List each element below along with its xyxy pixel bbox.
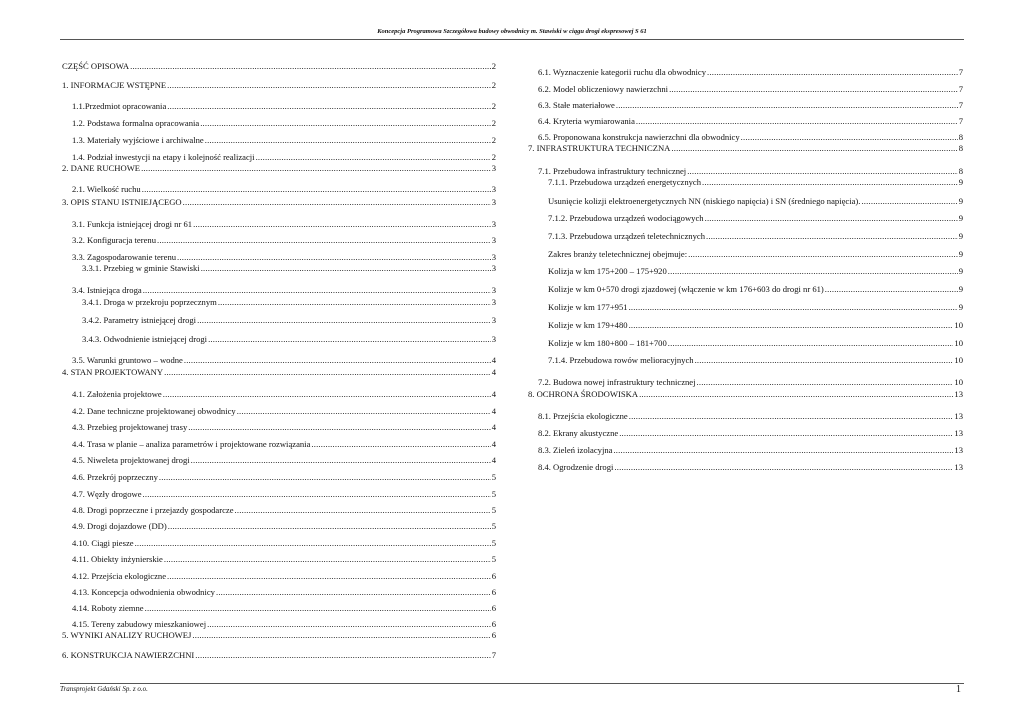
toc-dot-leader: [164, 554, 491, 565]
toc-entry-title: 3.5. Warunki gruntowo – wodne: [72, 355, 183, 365]
toc-entry[interactable]: [72, 235, 496, 246]
toc-dot-leader: [177, 252, 491, 263]
toc-entry-page: 10: [954, 338, 963, 348]
toc-entry[interactable]: [72, 455, 496, 466]
toc-dot-leader: [616, 100, 958, 111]
toc-entry-page: 9: [958, 266, 963, 276]
toc-dot-leader: [191, 455, 491, 466]
toc-entry-title: Kolizje w km 177+951: [548, 302, 628, 312]
toc-dot-leader: [669, 84, 958, 95]
toc-entry-page: 5: [491, 538, 496, 548]
toc-dot-leader: [639, 389, 953, 400]
toc-entry-title: 3.3.1. Przebieg w gminie Stawiski: [82, 263, 200, 273]
toc-entry-title: 3.4.3. Odwodnienie istniejącej drogi: [82, 334, 208, 344]
toc-entry-page: 9: [958, 196, 963, 206]
toc-entry[interactable]: [72, 538, 496, 549]
toc-entry-title: 1.3. Materiały wyjściowe i archiwalne: [72, 135, 204, 145]
toc-entry-page: 10: [954, 320, 963, 330]
toc-entry-page: 2: [491, 135, 496, 145]
toc-entry[interactable]: [72, 101, 496, 112]
toc-entry[interactable]: [72, 521, 496, 532]
toc-entry-page: 5: [491, 472, 496, 482]
toc-entry[interactable]: [72, 389, 496, 400]
toc-entry[interactable]: [548, 213, 963, 224]
toc-entry-page: 8: [958, 166, 963, 176]
toc-entry-title: 2. DANE RUCHOWE: [62, 163, 141, 173]
toc-entry-page: 3: [491, 252, 496, 262]
toc-dot-leader: [702, 177, 958, 188]
toc-entry-page: 3: [491, 297, 496, 307]
toc-entry[interactable]: [72, 219, 496, 230]
toc-entry[interactable]: [72, 472, 496, 483]
toc-entry[interactable]: [538, 411, 963, 422]
toc-entry-page: 4: [491, 422, 496, 432]
toc-entry-page: 9: [958, 249, 963, 259]
toc-entry[interactable]: [82, 334, 496, 345]
toc-entry-title: 6. KONSTRUKCJA NAWIERZCHNI: [62, 650, 195, 660]
toc-dot-leader: [207, 619, 491, 630]
toc-entry[interactable]: [72, 587, 496, 598]
toc-dot-leader: [697, 377, 954, 388]
toc-entry-title: Usunięcie kolizji elektroenergetycznych NN (niskiego napięcia) i SN (średniego napięcia).: [548, 196, 861, 206]
toc-dot-leader: [668, 338, 954, 349]
toc-dot-leader: [141, 163, 491, 174]
toc-entry-page: 7: [958, 100, 963, 110]
toc-entry-page: 6: [491, 619, 496, 629]
toc-entry[interactable]: [72, 252, 496, 263]
toc-entry-page: 9: [958, 302, 963, 312]
toc-entry-title: 3.4. Istniejąca droga: [72, 285, 142, 295]
toc-entry-page: 13: [954, 428, 963, 438]
toc-entry-title: 4.1. Założenia projektowe: [72, 389, 162, 399]
toc-entry-page: 3: [491, 285, 496, 295]
footer-company: Transprojekt Gdański Sp. z o.o.: [60, 685, 148, 693]
toc-entry-title: 4.12. Przejścia ekologiczne: [72, 571, 167, 581]
toc-entry-page: 9: [958, 177, 963, 187]
toc-entry[interactable]: [548, 231, 963, 242]
toc-entry-title: 8.4. Ogrodzenie drogi: [538, 462, 614, 472]
toc-entry-title: 8. OCHRONA ŚRODOWISKA: [528, 389, 639, 399]
toc-entry[interactable]: [538, 67, 963, 78]
toc-dot-leader: [613, 445, 953, 456]
toc-dot-leader: [193, 219, 491, 230]
toc-entry[interactable]: [72, 406, 496, 417]
toc-dot-leader: [636, 116, 958, 127]
toc-entry-page: 2: [491, 80, 496, 90]
toc-entry[interactable]: [538, 132, 963, 143]
document-header: Koncepcja Programowa Szczegółowa budowy obwodnicy m. Stawiski w ciągu drogi ekspresowej S 61: [377, 28, 647, 35]
toc-entry-page: 4: [491, 367, 496, 377]
toc-entry-page: 4: [491, 355, 496, 365]
toc-entry-page: 4: [491, 439, 496, 449]
toc-entry-title: 4.8. Drogi poprzeczne i przejazdy gospodarcze: [72, 505, 234, 515]
page-number: 1: [956, 684, 961, 695]
toc-dot-leader: [218, 297, 491, 308]
toc-entry-page: 5: [491, 521, 496, 531]
toc-entry-title: 1. INFORMACJE WSTĘPNE: [62, 80, 167, 90]
toc-entry-title: 7.1.3. Przebudowa urządzeń teletechnicznych: [548, 231, 706, 241]
toc-entry[interactable]: [62, 197, 496, 208]
toc-entry-page: 6: [491, 603, 496, 613]
toc-entry-title: 4.4. Trasa w planie – analiza parametrów i projektowane rozwiązania: [72, 439, 311, 449]
toc-dot-leader: [688, 249, 958, 260]
toc-entry-title: 4.5. Niweleta projektowanej drogi: [72, 455, 190, 465]
footer-rule: [60, 683, 964, 684]
toc-entry[interactable]: [548, 284, 963, 295]
toc-entry-title: 4.6. Przekrój poprzeczny: [72, 472, 158, 482]
toc-entry-title: 4.15. Tereny zabudowy mieszkaniowej: [72, 619, 207, 629]
toc-dot-leader: [167, 80, 491, 91]
toc-entry[interactable]: [62, 61, 496, 72]
toc-entry-page: 8: [958, 132, 963, 142]
toc-entry-title: 8.1. Przejścia ekologiczne: [538, 411, 628, 421]
toc-dot-leader: [167, 571, 491, 582]
toc-entry-page: 7: [958, 116, 963, 126]
toc-entry-title: 4.11. Obiekty inżynierskie: [72, 554, 163, 564]
toc-dot-leader: [163, 389, 491, 400]
toc-entry[interactable]: [548, 338, 963, 349]
toc-dot-leader: [861, 196, 957, 207]
toc-entry[interactable]: [62, 630, 496, 641]
toc-entry-title: 8.2. Ekrany akustyczne: [538, 428, 619, 438]
toc-entry-title: 4.13. Koncepcja odwodnienia obwodnicy: [72, 587, 215, 597]
toc-entry[interactable]: [548, 249, 963, 260]
toc-entry[interactable]: [62, 367, 496, 378]
toc-entry-page: 3: [491, 197, 496, 207]
toc-dot-leader: [629, 411, 954, 422]
toc-entry[interactable]: [538, 445, 963, 456]
toc-dot-leader: [256, 152, 491, 163]
toc-entry[interactable]: [62, 163, 496, 174]
toc-dot-leader: [614, 462, 953, 473]
toc-entry-page: 5: [491, 505, 496, 515]
toc-entry-title: Kolizje w km 0+570 drogi zjazdowej (włączenie w km 176+603 do drogi nr 61): [548, 284, 824, 294]
toc-entry[interactable]: [72, 571, 496, 582]
toc-entry-title: 6.2. Model obliczeniowy nawierzchni: [538, 84, 669, 94]
toc-entry-page: 3: [491, 184, 496, 194]
toc-dot-leader: [237, 406, 491, 417]
toc-entry[interactable]: [82, 315, 496, 326]
toc-dot-leader: [143, 489, 491, 500]
toc-dot-leader: [629, 302, 958, 313]
toc-dot-leader: [192, 630, 490, 641]
toc-dot-leader: [197, 315, 491, 326]
toc-entry-title: 4.2. Dane techniczne projektowanej obwodnicy: [72, 406, 236, 416]
toc-entry-page: 5: [491, 489, 496, 499]
toc-entry-page: 7: [958, 67, 963, 77]
toc-dot-leader: [216, 587, 491, 598]
toc-entry-title: Kolizje w km 180+800 – 181+700: [548, 338, 667, 348]
toc-entry-title: 4.9. Drogi dojazdowe (DD): [72, 521, 167, 531]
toc-dot-leader: [311, 439, 490, 450]
toc-entry-page: 9: [958, 213, 963, 223]
toc-entry[interactable]: [72, 554, 496, 565]
toc-dot-leader: [195, 650, 490, 661]
toc-dot-leader: [168, 521, 491, 532]
toc-entry[interactable]: [548, 355, 963, 366]
toc-entry-title: 6.3. Stałe materiałowe: [538, 100, 615, 110]
toc-entry-title: 7.1.2. Przebudowa urządzeń wodociągowych: [548, 213, 704, 223]
toc-entry-page: 10: [954, 377, 963, 387]
toc-dot-leader: [201, 263, 491, 274]
toc-entry[interactable]: [548, 302, 963, 313]
toc-dot-leader: [200, 118, 491, 129]
toc-entry[interactable]: [82, 297, 496, 308]
toc-entry[interactable]: [72, 152, 496, 163]
toc-dot-leader: [159, 472, 491, 483]
toc-entry-page: 3: [491, 163, 496, 173]
toc-dot-leader: [619, 428, 953, 439]
toc-entry[interactable]: [538, 166, 963, 177]
toc-entry-page: 5: [491, 554, 496, 564]
toc-entry-title: 3.1. Funkcja istniejącej drogi nr 61: [72, 219, 193, 229]
toc-entry-page: 13: [954, 445, 963, 455]
toc-entry-title: Kolizja w km 175+200 – 175+920: [548, 266, 667, 276]
toc-entry-title: 5. WYNIKI ANALIZY RUCHOWEJ: [62, 630, 192, 640]
toc-entry[interactable]: [548, 320, 963, 331]
toc-entry-page: 6: [491, 571, 496, 581]
toc-entry-title: Kolizje w km 179+480: [548, 320, 628, 330]
toc-entry[interactable]: [72, 489, 496, 500]
toc-entry[interactable]: [548, 266, 963, 277]
toc-dot-leader: [705, 213, 958, 224]
toc-entry[interactable]: [62, 80, 496, 91]
toc-entry-page: 2: [491, 118, 496, 128]
toc-entry-title: 8.3. Zieleń izolacyjna: [538, 445, 613, 455]
toc-entry-title: 2.1. Wielkość ruchu: [72, 184, 141, 194]
toc-dot-leader: [706, 231, 958, 242]
toc-entry-page: 2: [491, 101, 496, 111]
toc-entry-page: 9: [958, 284, 963, 294]
toc-entry[interactable]: [528, 389, 963, 400]
toc-entry-page: 6: [491, 630, 496, 640]
toc-entry[interactable]: [538, 100, 963, 111]
toc-entry[interactable]: [72, 184, 496, 195]
toc-dot-leader: [157, 235, 491, 246]
toc-entry-page: 13: [954, 411, 963, 421]
toc-dot-leader: [145, 603, 491, 614]
toc-entry-title: 7.1.1. Przebudowa urządzeń energetycznych: [548, 177, 702, 187]
toc-entry-title: 7.1.4. Przebudowa rowów melioracyjnych: [548, 355, 694, 365]
toc-entry-page: 4: [491, 406, 496, 416]
toc-entry[interactable]: [538, 462, 963, 473]
toc-dot-leader: [188, 422, 490, 433]
toc-entry[interactable]: [72, 422, 496, 433]
toc-entry-title: 4.14. Roboty ziemne: [72, 603, 144, 613]
toc-dot-leader: [130, 61, 491, 72]
toc-entry[interactable]: [538, 116, 963, 127]
toc-entry-page: 3: [491, 334, 496, 344]
toc-entry[interactable]: [72, 603, 496, 614]
toc-dot-leader: [183, 197, 491, 208]
toc-entry[interactable]: [72, 285, 496, 296]
toc-entry[interactable]: [62, 650, 496, 661]
toc-entry-title: 3.4.2. Parametry istniejącej drogi: [82, 315, 197, 325]
toc-dot-leader: [142, 184, 491, 195]
toc-dot-leader: [143, 285, 491, 296]
toc-entry-page: 7: [491, 650, 496, 660]
toc-dot-leader: [825, 284, 958, 295]
toc-dot-leader: [167, 101, 490, 112]
toc-entry-title: 3.2. Konfiguracja terenu: [72, 235, 156, 245]
toc-entry[interactable]: [548, 196, 963, 207]
toc-entry[interactable]: [538, 428, 963, 439]
toc-dot-leader: [205, 135, 491, 146]
toc-dot-leader: [695, 355, 954, 366]
toc-entry-page: 10: [954, 355, 963, 365]
toc-entry-title: CZĘŚĆ OPISOWA: [62, 61, 130, 71]
toc-entry-page: 3: [491, 235, 496, 245]
toc-entry[interactable]: [528, 143, 963, 154]
toc-entry-title: 7. INFRASTRUKTURA TECHNICZNA: [528, 143, 671, 153]
toc-dot-leader: [741, 132, 958, 143]
toc-entry-title: 7.1. Przebudowa infrastruktury technicznej: [538, 166, 687, 176]
toc-entry-page: 3: [491, 219, 496, 229]
toc-entry[interactable]: [82, 263, 496, 274]
toc-dot-leader: [184, 355, 491, 366]
toc-entry[interactable]: [538, 84, 963, 95]
toc-entry-page: 13: [954, 389, 963, 399]
header-rule: [60, 39, 964, 40]
toc-entry-page: 3: [491, 315, 496, 325]
toc-entry[interactable]: [72, 505, 496, 516]
toc-entry-title: 4.3. Przebieg projektowanej trasy: [72, 422, 188, 432]
toc-entry-page: 13: [954, 462, 963, 472]
toc-dot-leader: [671, 143, 957, 154]
toc-entry-title: 6.4. Kryteria wymiarowania: [538, 116, 635, 126]
toc-entry-title: 4.7. Węzły drogowe: [72, 489, 142, 499]
toc-entry-page: 4: [491, 455, 496, 465]
toc-entry-page: 6: [491, 587, 496, 597]
toc-entry-page: 8: [958, 143, 963, 153]
toc-dot-leader: [208, 334, 491, 345]
toc-entry[interactable]: [72, 355, 496, 366]
toc-entry[interactable]: [548, 177, 963, 188]
toc-dot-leader: [707, 67, 958, 78]
toc-entry-title: 7.2. Budowa nowej infrastruktury technicznej: [538, 377, 696, 387]
toc-entry-page: 7: [958, 84, 963, 94]
toc-entry-page: 3: [491, 263, 496, 273]
toc-dot-leader: [629, 320, 954, 331]
toc-entry-title: 1.2. Podstawa formalna opracowania: [72, 118, 200, 128]
toc-entry[interactable]: [72, 439, 496, 450]
toc-entry-page: 9: [958, 231, 963, 241]
toc-dot-leader: [235, 505, 491, 516]
toc-entry-title: 3.4.1. Droga w przekroju poprzecznym: [82, 297, 217, 307]
toc-entry-title: 4. STAN PROJEKTOWANY: [62, 367, 164, 377]
toc-dot-leader: [687, 166, 958, 177]
toc-entry[interactable]: [538, 377, 963, 388]
toc-entry-title: 6.1. Wyznaczenie kategorii ruchu dla obwodnicy: [538, 67, 707, 77]
toc-dot-leader: [668, 266, 958, 277]
toc-entry-title: Zakres branży teletechnicznej obejmuje:: [548, 249, 688, 259]
toc-entry-page: 4: [491, 389, 496, 399]
toc-dot-leader: [135, 538, 491, 549]
toc-entry-title: 1.1.Przedmiot opracowania: [72, 101, 167, 111]
toc-entry[interactable]: [72, 619, 496, 630]
toc-entry-title: 6.5. Proponowana konstrukcja nawierzchni dla obwodnicy: [538, 132, 740, 142]
toc-entry[interactable]: [72, 135, 496, 146]
toc-entry-title: 1.4. Podział inwestycji na etapy i kolejność realizacji: [72, 152, 255, 162]
toc-entry[interactable]: [72, 118, 496, 129]
toc-entry-title: 4.10. Ciągi piesze: [72, 538, 134, 548]
toc-entry-page: 2: [491, 61, 496, 71]
toc-entry-page: 2: [491, 152, 496, 162]
toc-dot-leader: [164, 367, 491, 378]
toc-entry-title: 3. OPIS STANU ISTNIEJĄCEGO: [62, 197, 182, 207]
toc-entry-title: 3.3. Zagospodarowanie terenu: [72, 252, 177, 262]
